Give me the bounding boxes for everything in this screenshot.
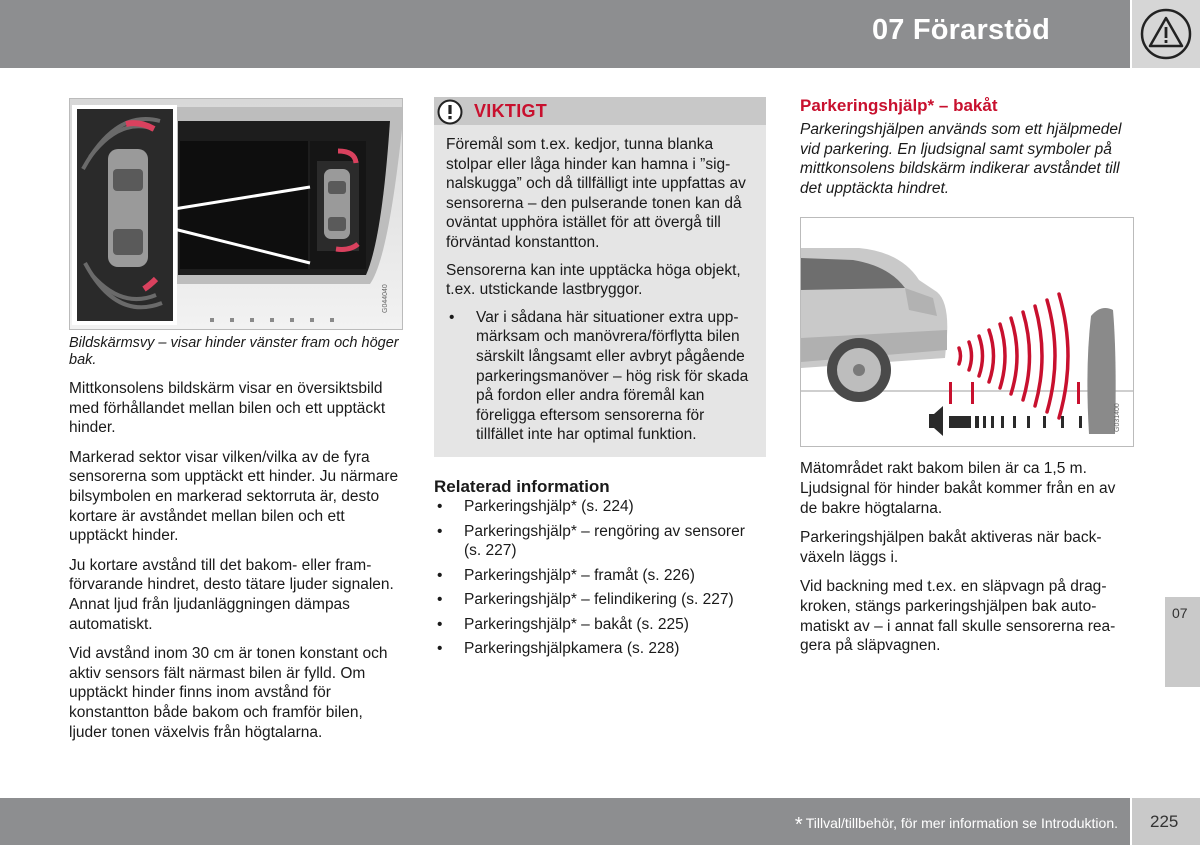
paragraph: Vid backning med t.ex. en släpvagn på dragkroken, stängs parkeringshjälpen bak automatiskt av – i annat fall skulle sensorerna reagera på släpvagnen.: [800, 578, 1116, 655]
section-intro: Parkeringshjälpen används som ett hjälpmedel vid parkering. En ljudsignal samt symboler på mittkonsolens bildskärm indikerar avståndet till det upptäckta hindret.: [800, 121, 1122, 197]
display-illustration: [69, 98, 403, 330]
warning-header: [434, 97, 766, 125]
related-link[interactable]: • Parkeringshjälp* – felindikering (s. 227): [434, 590, 766, 610]
footnote-text: Tillval/tillbehör, för mer information se Introduktion.: [805, 815, 1118, 831]
figure-caption: Bildskärmsvy – visar hinder vänster fram och höger bak.: [69, 335, 399, 368]
related-link[interactable]: • Parkeringshjälp* – rengöring av sensorer (s. 227): [434, 522, 766, 561]
paragraph: Markerad sektor visar vilken/vilka av de fyra sensorerna som upptäckt ett hinder. Ju närmare bilsymbolen en markerad sektorruta är, desto kortare är avståndet mellan bilen och ett upptäckt hinder.: [69, 448, 399, 545]
page-number-box: [1132, 798, 1200, 845]
footnote-marker: *: [794, 814, 803, 836]
paragraph: Mittkonsolens bildskärm visar en översiktsbild med förhållandet mellan bilen och ett upptäckt hinder.: [69, 380, 386, 437]
figure-code: G031400: [1114, 403, 1121, 433]
footer-note: [795, 814, 1118, 837]
display-screen-drawing: [70, 99, 402, 329]
related-link[interactable]: • Parkeringshjälpkamera (s. 228): [434, 639, 766, 659]
figure-code: G044040: [382, 284, 389, 313]
car-reversing-drawing: [801, 218, 1133, 446]
exclamation-icon: [437, 99, 463, 125]
related-link[interactable]: • Parkeringshjälp* – bakåt (s. 225): [434, 615, 766, 635]
paragraph: Ju kortare avstånd till det bakom- eller framförvarande hindret, desto tätare ljuder signalen. Annat ljud från ljudanläggningen dämpas automatiskt.: [69, 556, 394, 633]
left-column: [69, 98, 403, 752]
header-bar: [0, 0, 1130, 68]
middle-column: [434, 97, 766, 664]
chapter-side-tab: [1165, 597, 1200, 687]
warning-title: VIKTIGT: [474, 101, 548, 121]
warning-paragraph: Föremål som t.ex. kedjor, tunna blanka stolpar eller låga hinder kan hamna i ”signalskugga” och då tillfälligt inte uppfattas av sensorerna – den pulserande tonen kan då oväntat upphöra istället för att övergå till förväntad konstantton.: [446, 136, 746, 251]
side-tab-label: 07: [1172, 605, 1188, 621]
page-number: 225: [1150, 812, 1179, 831]
warning-box: [434, 97, 766, 457]
related-link[interactable]: • Parkeringshjälp* – framåt (s. 226): [434, 566, 766, 586]
warning-paragraph: Sensorerna kan inte upptäcka höga objekt, t.ex. utstickande lastbryggor.: [446, 261, 741, 299]
warning-triangle-icon: [1139, 7, 1193, 61]
rear-sensor-illustration: [800, 217, 1134, 447]
right-column: [800, 96, 1134, 666]
footer-bar: [0, 798, 1130, 845]
related-heading: Relaterad information: [434, 476, 610, 496]
related-list: [434, 497, 766, 659]
paragraph: Mätområdet rakt bakom bilen är ca 1,5 m. Ljudsignal för hinder bakåt kommer från en av de bakre högtalarna.: [800, 460, 1116, 517]
paragraph: Parkeringshjälpen bakåt aktiveras när backväxeln läggs i.: [800, 529, 1102, 566]
paragraph: Vid avstånd inom 30 cm är tonen konstant och aktiv sensors fält närmast bilen är fylld. Om upptäckt hinder finns inom avstånd för konstantton både bakom och framför bilen, ljuder tonen växelvis från högtalarna.: [69, 645, 388, 741]
header-icon-box: [1132, 0, 1200, 68]
warning-bullet: • Var i sådana här situationer extra uppmärksam och manövrera/förflytta bilen särskilt långsamt eller avbryt pågående parkeringsmanöver – hög risk för skada på fordon eller andra föremål kan föreligga eftersom sensorerna för tillfället inte har optimal funktion.: [446, 308, 754, 445]
related-link[interactable]: • Parkeringshjälp* (s. 224): [434, 497, 766, 517]
chapter-title: 07 Förarstöd: [871, 14, 1050, 46]
section-title: Parkeringshjälp* – bakåt: [800, 96, 998, 115]
